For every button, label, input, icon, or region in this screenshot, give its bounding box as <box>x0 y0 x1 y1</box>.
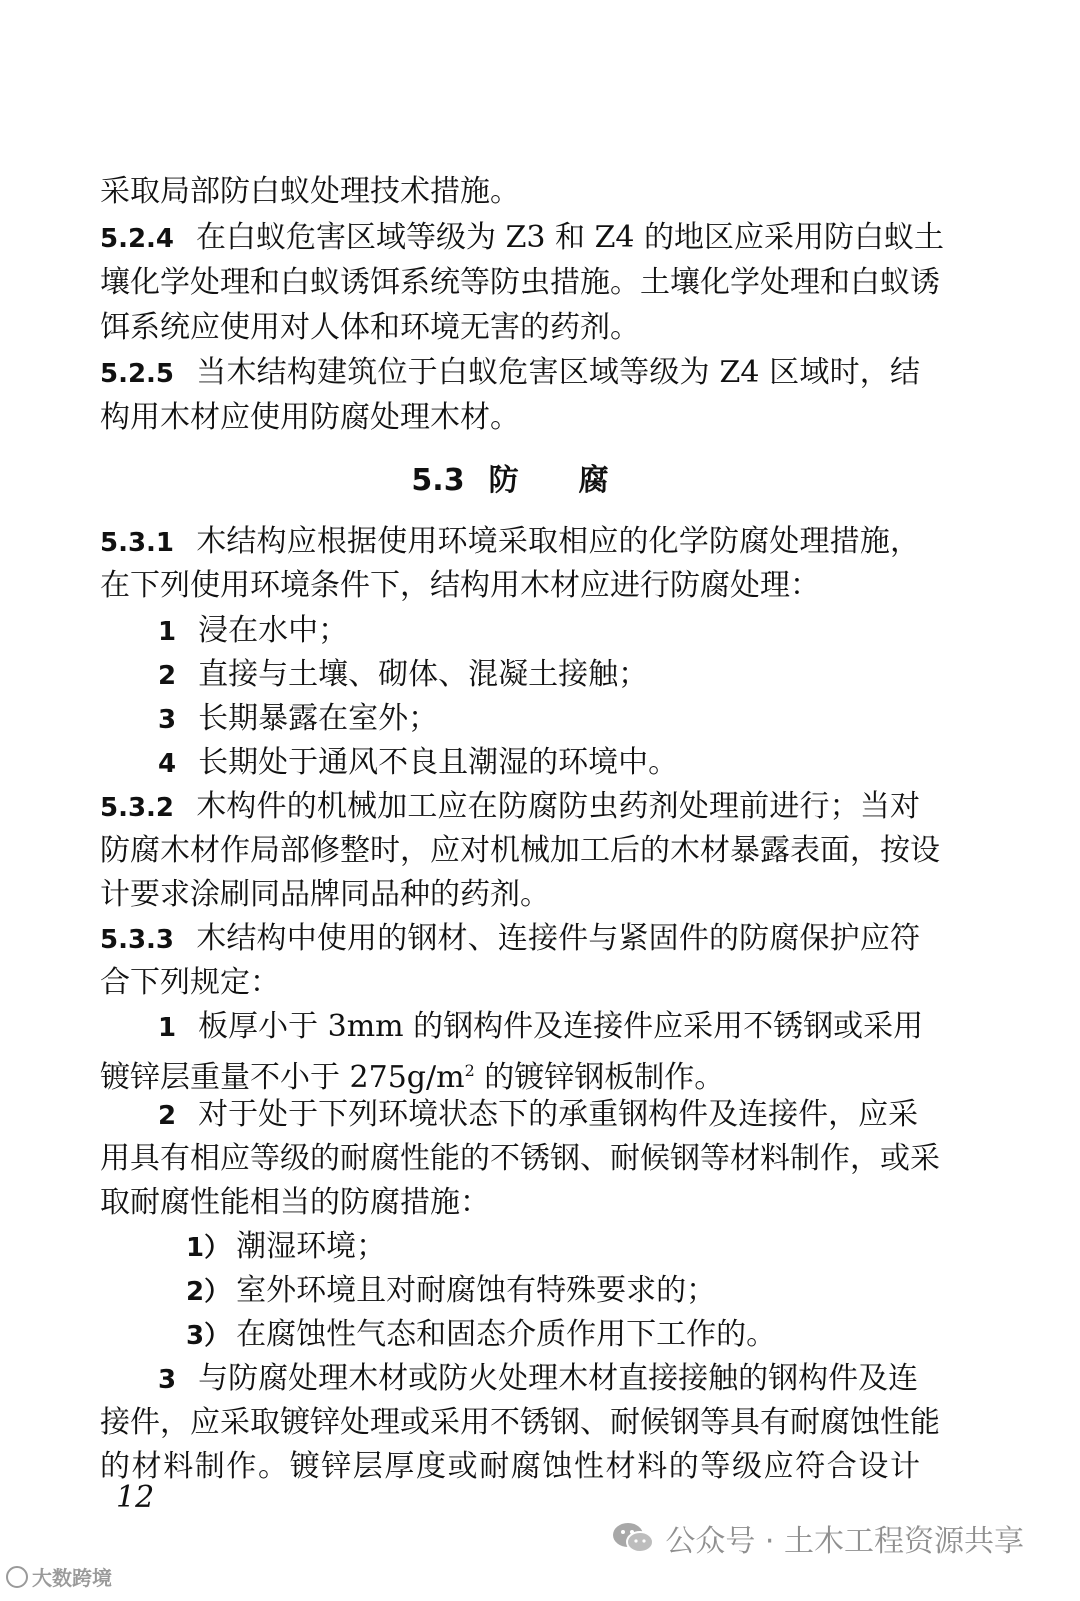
clause-text: 当木结构建筑位于白蚁危害区域等级为 Z4 区域时，结 <box>196 355 920 390</box>
list-item <box>158 699 918 740</box>
section-title: 防腐 <box>488 463 669 498</box>
sub-item <box>186 1271 918 1312</box>
sub-item-text: 室外环境且对耐腐蚀有特殊要求的； <box>236 1273 717 1308</box>
sub-item-number: 1） <box>186 1233 231 1263</box>
clause-number: 5.2.5 <box>100 359 175 389</box>
text-segment: 的镀锌钢板制作。 <box>474 1060 725 1095</box>
sub-item-text: 潮湿环境； <box>236 1229 387 1264</box>
clause-5-3-2 <box>100 787 920 828</box>
list-item-text: 板厚小于 3mm 的钢构件及连接件应采用不锈钢或采用 <box>198 1009 924 1044</box>
text-line: 合下列规定： <box>100 965 280 1000</box>
clause-text: 在白蚁危害区域等级为 Z3 和 Z4 的地区应采用防白蚁土 <box>196 220 945 255</box>
list-item <box>158 1359 918 1400</box>
list-item-number: 1 <box>158 1013 177 1043</box>
list-item-number: 3 <box>158 705 177 735</box>
list-item <box>158 1007 924 1048</box>
list-item-number: 1 <box>158 617 177 647</box>
clause-5-2-5 <box>100 353 920 394</box>
text-line: 取耐腐性能相当的防腐措施： <box>100 1185 490 1220</box>
list-item-number: 3 <box>158 1365 177 1395</box>
watermark-logo <box>6 1562 112 1591</box>
superscript: 2 <box>464 1061 475 1080</box>
text-line: 饵系统应使用对人体和环境无害的药剂。 <box>100 310 640 345</box>
text-line: 用具有相应等级的耐腐性能的不锈钢、耐候钢等材料制作，或采 <box>100 1141 940 1176</box>
text-line: 防腐木材作局部修整时，应对机械加工后的木材暴露表面，按设 <box>100 833 940 868</box>
clause-number: 5.3.1 <box>100 528 175 558</box>
list-item-text: 直接与土壤、砌体、混凝土接触； <box>198 657 649 692</box>
clause-number: 5.2.4 <box>100 224 175 254</box>
watermark-logo-text: 大数跨境 <box>32 1566 112 1590</box>
sub-item-number: 3） <box>186 1321 231 1351</box>
text-line: 在下列使用环境条件下，结构用木材应进行防腐处理： <box>100 568 820 603</box>
clause-text: 木结构中使用的钢材、连接件与紧固件的防腐保护应符 <box>196 921 920 956</box>
sub-item <box>186 1227 918 1268</box>
text-segment: 镀锌层重量不小于 275g/m <box>100 1060 465 1095</box>
text-line: 构用木材应使用防腐处理木材。 <box>100 400 520 435</box>
list-item <box>158 1095 918 1136</box>
wechat-icon <box>611 1520 655 1556</box>
list-item-number: 2 <box>158 661 177 691</box>
list-item-text: 长期处于通风不良且潮湿的环境中。 <box>198 745 679 780</box>
section-number: 5.3 <box>411 463 465 498</box>
clause-number: 5.3.3 <box>100 925 175 955</box>
list-item-text: 长期暴露在室外； <box>198 701 439 736</box>
list-item <box>158 743 918 784</box>
clause-number: 5.3.2 <box>100 793 175 823</box>
list-item <box>158 655 918 696</box>
text-line <box>100 1051 920 1098</box>
clause-5-3-1 <box>100 522 920 563</box>
text-line: 壤化学处理和白蚁诱饵系统等防虫措施。土壤化学处理和白蚁诱 <box>100 265 940 300</box>
sub-item-number: 2） <box>186 1277 231 1307</box>
sub-item-text: 在腐蚀性气态和固态介质作用下工作的。 <box>236 1317 777 1352</box>
text-line: 计要求涂刷同品牌同品种的药剂。 <box>100 877 550 912</box>
clause-text: 木结构应根据使用环境采取相应的化学防腐处理措施， <box>196 524 920 559</box>
list-item-number: 2 <box>158 1101 177 1131</box>
clause-5-2-4 <box>100 218 945 259</box>
text-line: 接件，应采取镀锌处理或采用不锈钢、耐候钢等具有耐腐蚀性能 <box>100 1405 940 1440</box>
clause-5-3-3 <box>100 919 920 960</box>
section-heading <box>0 455 1080 499</box>
list-item <box>158 611 918 652</box>
logo-icon <box>6 1566 28 1588</box>
list-item-text: 与防腐处理木材或防火处理木材直接接触的钢构件及连 <box>198 1361 919 1396</box>
text-line: 的材料制作。镀锌层厚度或耐腐蚀性材料的等级应符合设计 <box>100 1449 920 1484</box>
watermark-wechat <box>611 1516 1024 1560</box>
list-item-text: 对于处于下列环境状态下的承重钢构件及连接件，应采 <box>198 1097 919 1132</box>
list-item-number: 4 <box>158 749 177 779</box>
watermark-text: 公众号 · 土木工程资源共享 <box>665 1524 1024 1559</box>
page-number: 12 <box>116 1480 155 1515</box>
text-line: 采取局部防白蚁处理技术措施。 <box>100 174 520 209</box>
list-item-text: 浸在水中； <box>198 613 349 648</box>
sub-item <box>186 1315 918 1356</box>
clause-text: 木构件的机械加工应在防腐防虫药剂处理前进行；当对 <box>196 789 920 824</box>
